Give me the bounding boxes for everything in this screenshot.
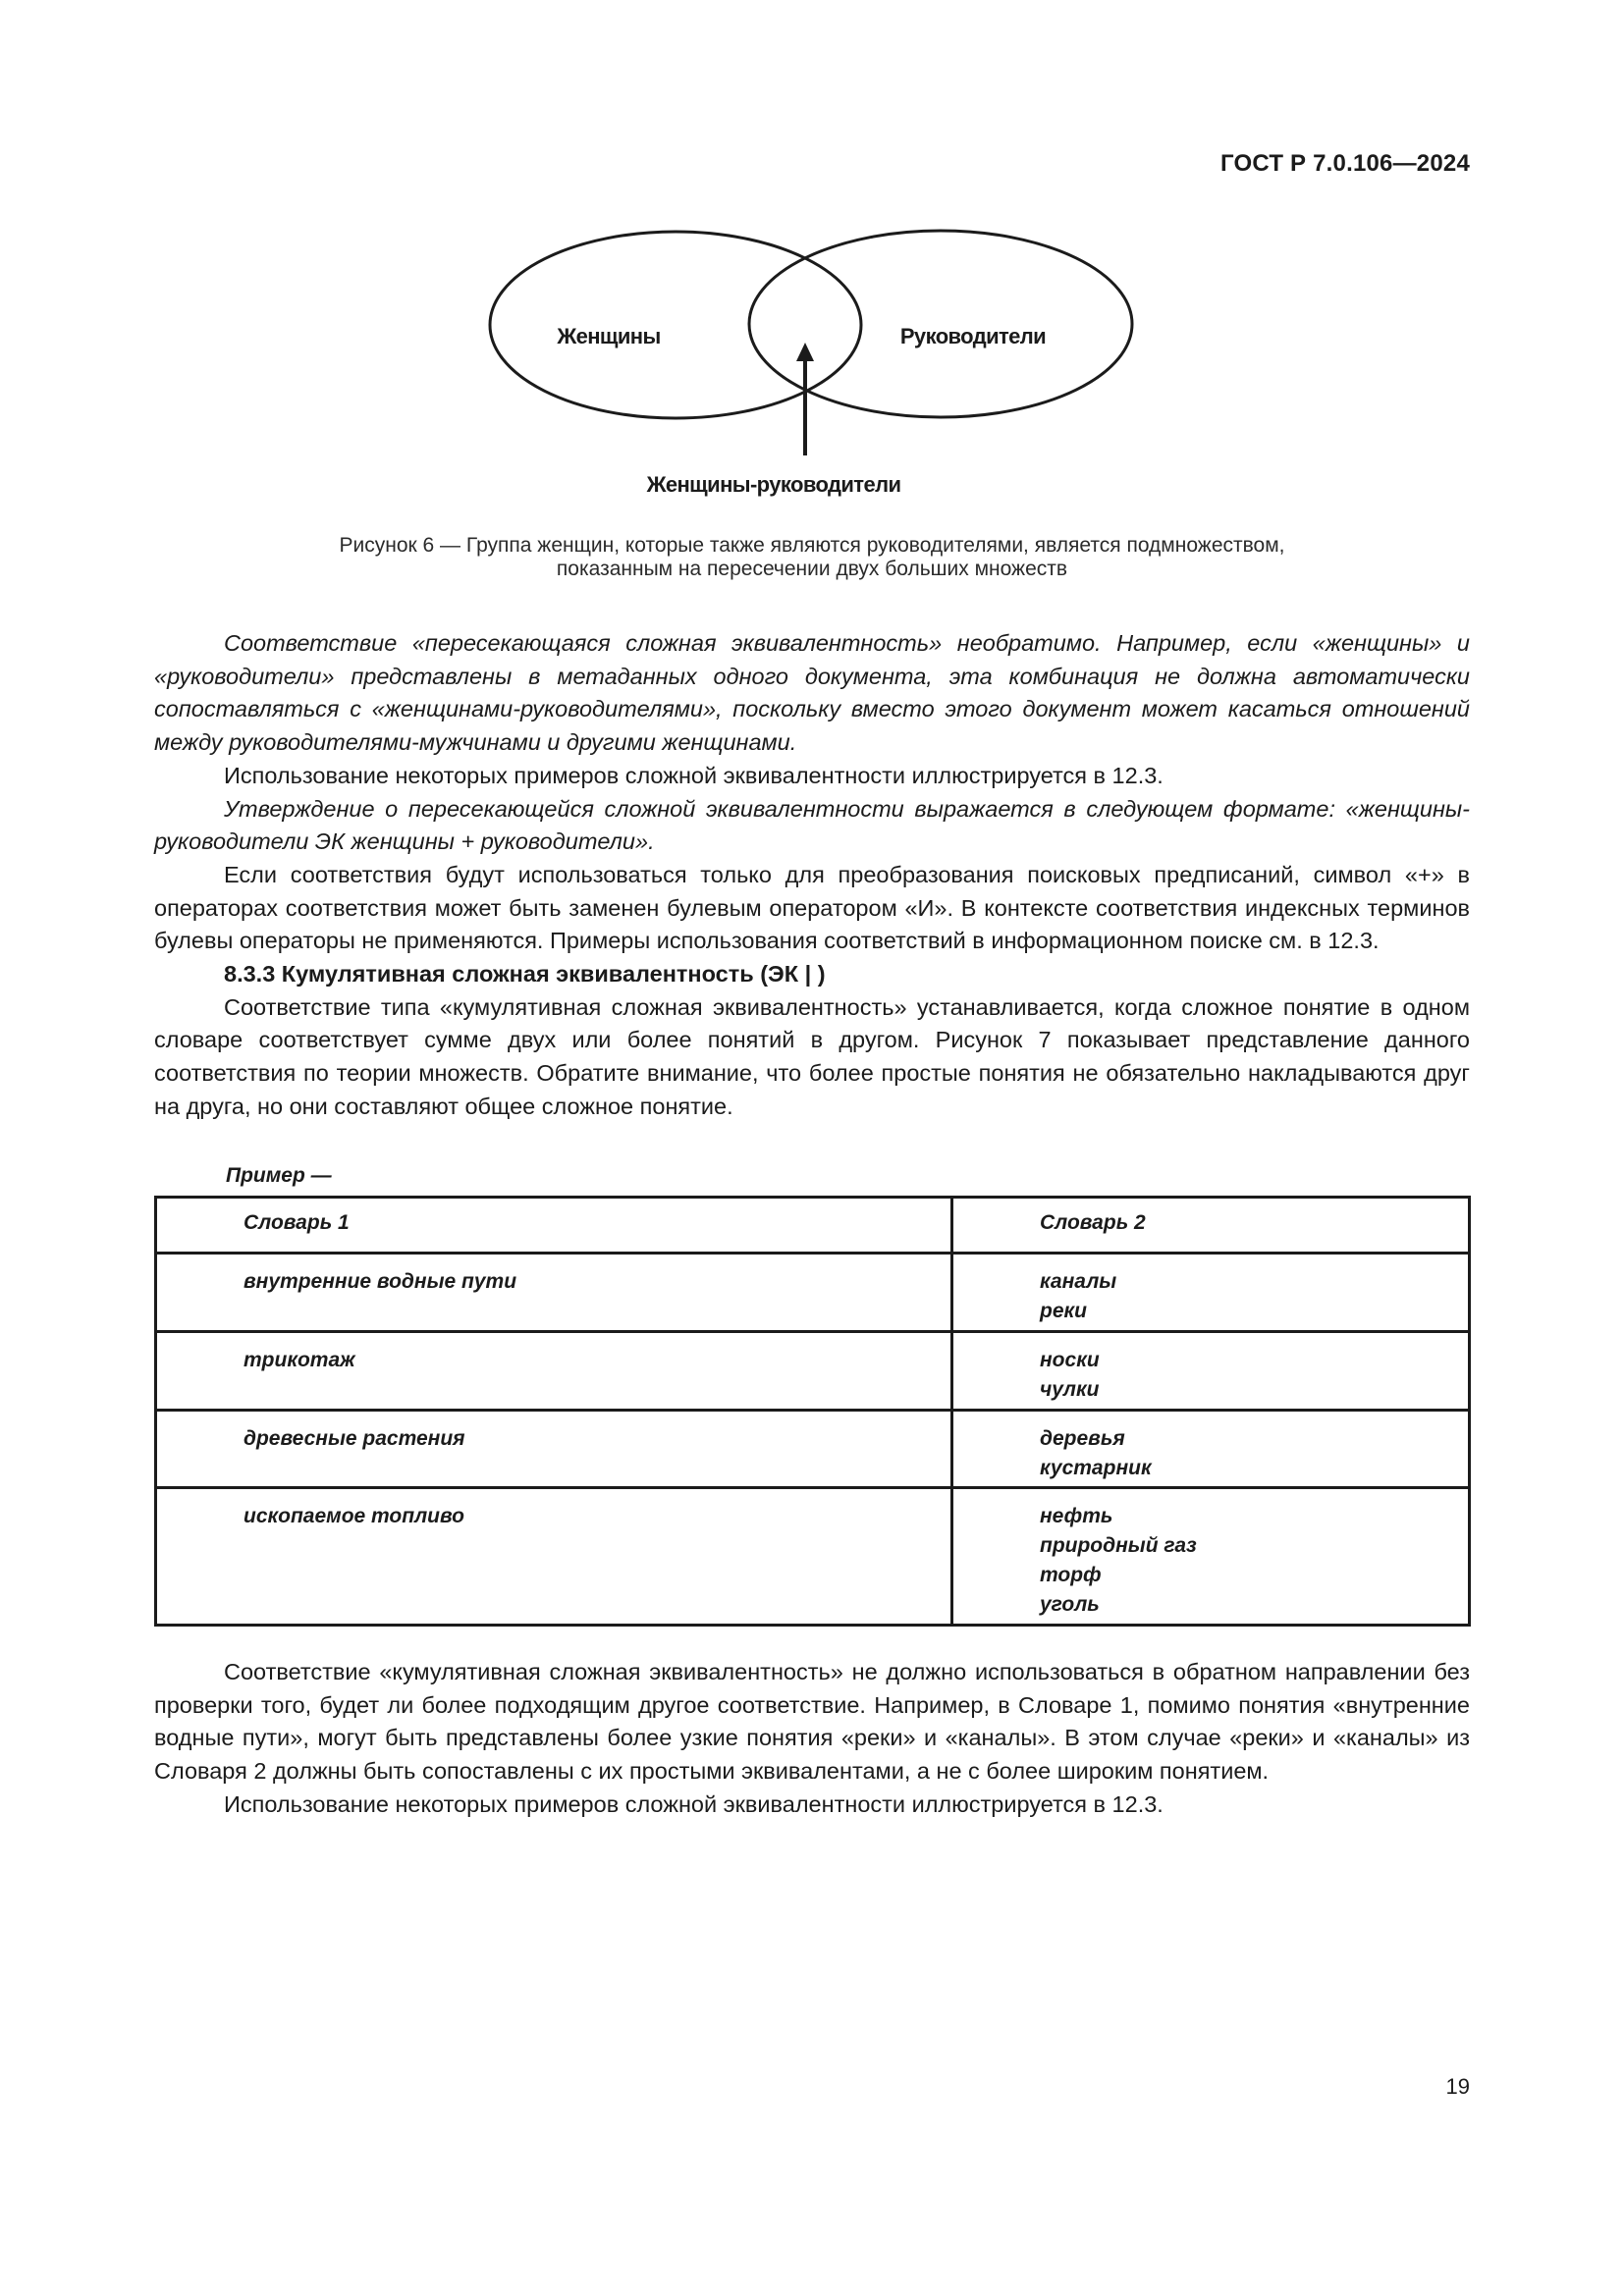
paragraph-irreversibility-note: Соответствие «пересекающаяся сложная эквивалентность» необратимо. Например, если «женщины» и «руководители» представлены в метаданных одного документа, эта комбинация не должна автоматически сопоставляться с «женщинами-руководителями», поскольку вместо этого документ может касаться отношений между руководителями-мужчинами и другими женщинами. — [154, 630, 1470, 756]
equivalent-term: нефть — [1040, 1505, 1113, 1527]
vocabulary-2-terms — [952, 1411, 1470, 1488]
vocabulary-1-term: трикотаж — [156, 1332, 952, 1411]
equivalent-term: торф — [1040, 1564, 1102, 1586]
paragraph-boolean-operators: Если соответствия будут использоваться только для преобразования поисковых предписаний, символ «+» в операторах соответствия может быть заменен булевым оператором «И». В контексте соответствия индексных терминов булевы операторы не применяются. Примеры использования соответствий в информационном поиске см. в 12.3. — [154, 861, 1470, 954]
table-row — [156, 1488, 1470, 1626]
figure-caption — [154, 534, 1470, 581]
vocabulary-1-term: древесные растения — [156, 1411, 952, 1488]
vocabulary-mapping-table — [154, 1196, 1471, 1627]
equivalent-term: каналы — [1040, 1270, 1117, 1293]
table-header-row — [156, 1198, 1470, 1254]
equivalent-term: природный газ — [1040, 1534, 1197, 1557]
table-row — [156, 1411, 1470, 1488]
intersection-label: Женщины-руководители — [646, 472, 901, 497]
section-heading-8-3-3: 8.3.3 Кумулятивная сложная эквивалентность (ЭК | ) — [224, 961, 826, 988]
equivalent-term: уголь — [1040, 1593, 1100, 1616]
vocabulary-2-terms — [952, 1254, 1470, 1332]
figure-caption-line-1: Рисунок 6 — Группа женщин, которые также являются руководителями, является подмножеством, — [339, 534, 1285, 557]
vocabulary-1-term: внутренние водные пути — [156, 1254, 952, 1332]
vocabulary-2-terms — [952, 1488, 1470, 1626]
vocabulary-2-terms — [952, 1332, 1470, 1411]
equivalent-term: кустарник — [1040, 1457, 1152, 1479]
equivalent-term: деревья — [1040, 1427, 1125, 1450]
page-number: 19 — [1445, 2074, 1470, 2099]
column-header-vocabulary-2: Словарь 2 — [952, 1198, 1470, 1254]
venn-diagram — [0, 0, 1624, 510]
paragraph-format-statement: Утверждение о пересекающейся сложной эквивалентности выражается в следующем формате: «женщины-руководители ЭК женщины + руководители». — [154, 795, 1470, 855]
paragraph-reverse-direction-warning: Соответствие «кумулятивная сложная эквивалентность» не должно использоваться в обратном направлении без проверки того, будет ли более подходящим другое соответствие. Например, в Словаре 1, помимо понятия «внутренние водные пути», могут быть представлены более узкие понятия «реки» и «каналы». В этом случае «реки» и «каналы» из Словаря 2 должны быть сопоставлены с их простыми эквивалентами, а не с более широким понятием. — [154, 1659, 1470, 1785]
equivalent-term: носки — [1040, 1349, 1100, 1371]
arrow-up-icon — [796, 343, 814, 361]
table-row — [156, 1332, 1470, 1411]
example-label: Пример — — [226, 1164, 332, 1187]
vocabulary-1-term: ископаемое топливо — [156, 1488, 952, 1626]
paragraph-examples-reference: Использование некоторых примеров сложной эквивалентности иллюстрируется в 12.3. — [224, 1790, 1164, 1817]
paragraph-examples-reference: Использование некоторых примеров сложной эквивалентности иллюстрируется в 12.3. — [224, 762, 1164, 788]
right-set-label: Руководители — [899, 324, 1047, 348]
left-set-label: Женщины — [557, 324, 661, 348]
paragraph-cumulative-definition: Соответствие типа «кумулятивная сложная эквивалентность» устанавливается, когда сложное понятие в одном словаре соответствует сумме двух или более понятий в другом. Рисунок 7 показывает представление данного соответствия по теории множеств. Обратите внимание, что более простые понятия не обязательно накладываются друг на друга, но они составляют общее сложное понятие. — [154, 993, 1470, 1119]
body-text-before-table — [154, 627, 1470, 1124]
table-row — [156, 1254, 1470, 1332]
column-header-vocabulary-1: Словарь 1 — [156, 1198, 952, 1254]
figure-caption-line-2: показанным на пересечении двух больших множеств — [556, 558, 1068, 580]
equivalent-term: реки — [1040, 1300, 1087, 1322]
body-text-after-table — [154, 1656, 1470, 1822]
equivalent-term: чулки — [1040, 1378, 1100, 1401]
document-code-header: ГОСТ Р 7.0.106—2024 — [1220, 150, 1470, 177]
